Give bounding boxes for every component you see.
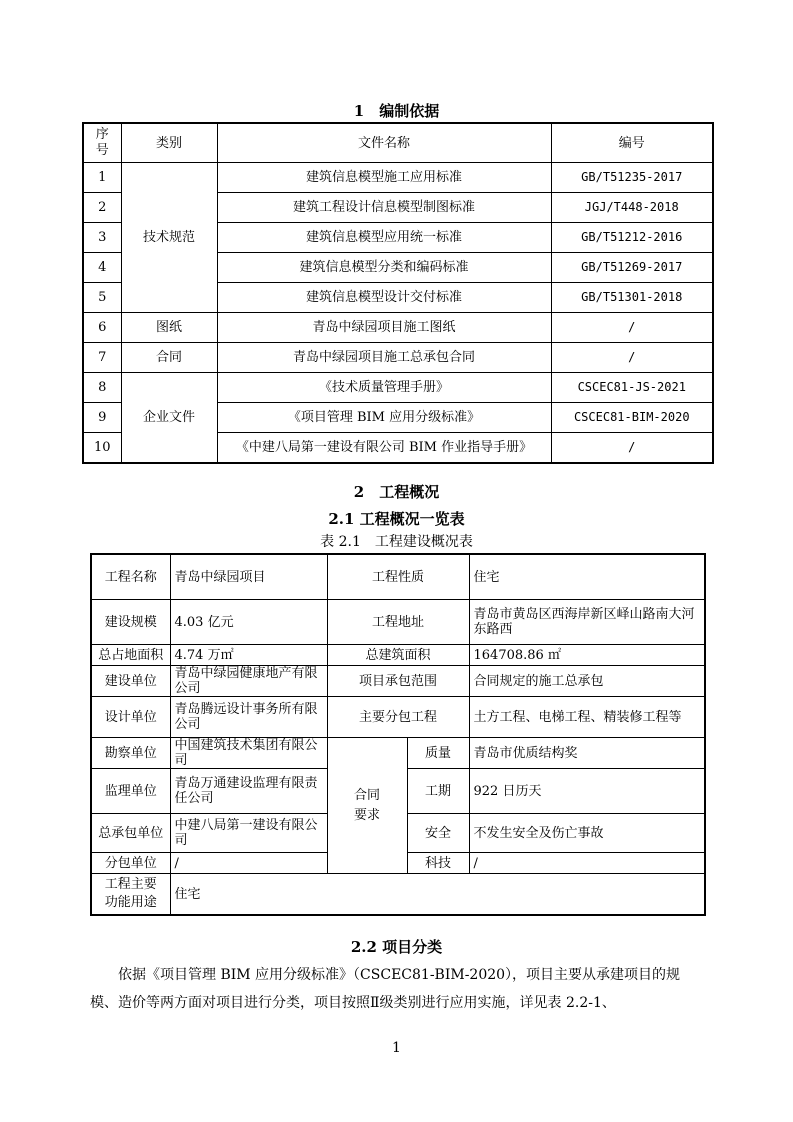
row-name: 青岛中绿园项目施工总承包合同	[217, 343, 551, 373]
row-code: GB/T51212-2016	[551, 223, 713, 253]
cell-label: 设计单位	[91, 697, 170, 738]
row-no: 9	[83, 403, 121, 433]
cell-label: 项目承包范围	[327, 666, 469, 697]
section-1-title: 1 编制依据	[353, 102, 440, 120]
row-name: 建筑信息模型分类和编码标准	[217, 253, 551, 283]
cell-value: 164708.86 ㎡	[469, 645, 705, 666]
contract-requirements-cell: 合同要求	[327, 738, 407, 874]
cell-value: 住宅	[469, 554, 705, 600]
cell-label: 建设单位	[91, 666, 170, 697]
table-row	[91, 554, 705, 600]
header-no: 序号	[83, 123, 121, 163]
row-no: 4	[83, 253, 121, 283]
page-number: 1	[392, 1040, 401, 1056]
table-row	[91, 697, 705, 738]
row-code: GB/T51269-2017	[551, 253, 713, 283]
row-code: /	[551, 343, 713, 373]
cell-value: /	[469, 853, 705, 874]
cell-value: 中建八局第一建设有限公司	[170, 814, 327, 853]
table-row	[83, 163, 713, 193]
basis-table	[82, 122, 714, 464]
row-code: CSCEC81-JS-2021	[551, 373, 713, 403]
cell-label: 监理单位	[91, 769, 170, 814]
function-label-cell: 工程主要功能用途	[91, 874, 170, 916]
table-caption: 表 2.1 工程建设概况表	[320, 534, 473, 550]
cell-label: 总占地面积	[91, 645, 170, 666]
header-category: 类别	[121, 123, 217, 163]
cell-label: 勘察单位	[91, 738, 170, 769]
row-code: JGJ/T448-2018	[551, 193, 713, 223]
row-name: 建筑信息模型应用统一标准	[217, 223, 551, 253]
cell-label: 建设规模	[91, 600, 170, 645]
row-code: CSCEC81-BIM-2020	[551, 403, 713, 433]
cell-value: 合同规定的施工总承包	[469, 666, 705, 697]
cell-value: 4.74 万㎡	[170, 645, 327, 666]
cell-label: 工程性质	[327, 554, 469, 600]
cell-value: 中国建筑技术集团有限公司	[170, 738, 327, 769]
table-row	[83, 313, 713, 343]
row-name: 《中建八局第一建设有限公司 BIM 作业指导手册》	[217, 433, 551, 464]
cell-value: 922 日历天	[469, 769, 705, 814]
row-code: /	[551, 313, 713, 343]
header-code: 编号	[551, 123, 713, 163]
row-category: 合同	[121, 343, 217, 373]
section-2-2-title: 2.2 项目分类	[350, 938, 443, 956]
row-no: 3	[83, 223, 121, 253]
cell-label: 科技	[407, 853, 469, 874]
cell-value: 不发生安全及伤亡事故	[469, 814, 705, 853]
row-code: GB/T51301-2018	[551, 283, 713, 313]
row-no: 8	[83, 373, 121, 403]
row-no: 5	[83, 283, 121, 313]
row-name: 建筑信息模型设计交付标准	[217, 283, 551, 313]
cell-value: /	[170, 853, 327, 874]
row-no: 1	[83, 163, 121, 193]
row-code: /	[551, 433, 713, 464]
row-name: 建筑工程设计信息模型制图标准	[217, 193, 551, 223]
row-code: GB/T51235-2017	[551, 163, 713, 193]
table-row	[91, 874, 705, 916]
table-row	[83, 343, 713, 373]
table-header-row	[83, 123, 713, 163]
row-no: 2	[83, 193, 121, 223]
table-row	[91, 645, 705, 666]
cell-value: 住宅	[170, 874, 705, 916]
row-name: 《项目管理 BIM 应用分级标准》	[217, 403, 551, 433]
row-no: 7	[83, 343, 121, 373]
cell-label: 质量	[407, 738, 469, 769]
section-2-1-title: 2.1 工程概况一览表	[328, 510, 465, 528]
cell-value: 青岛市优质结构奖	[469, 738, 705, 769]
table-row	[91, 738, 705, 769]
row-name: 建筑信息模型施工应用标准	[217, 163, 551, 193]
table-row	[83, 373, 713, 403]
overview-table	[90, 553, 706, 916]
body-paragraph: 依据《项目管理 BIM 应用分级标准》（CSCEC81-BIM-2020），项目主要从承建项目的规模、造价等两方面对项目进行分类，项目按照Ⅱ级类别进行应用实施，详见表 2.2-1、	[90, 967, 681, 1011]
table-row	[91, 666, 705, 697]
cell-value: 青岛中绿园健康地产有限公司	[170, 666, 327, 697]
cell-value: 4.03 亿元	[170, 600, 327, 645]
row-category: 技术规范	[121, 163, 217, 313]
cell-value: 青岛市黄岛区西海岸新区峄山路南大河东路西	[469, 600, 705, 645]
row-no: 6	[83, 313, 121, 343]
cell-label: 工程地址	[327, 600, 469, 645]
cell-value: 土方工程、电梯工程、精装修工程等	[469, 697, 705, 738]
cell-label: 工期	[407, 769, 469, 814]
row-name: 青岛中绿园项目施工图纸	[217, 313, 551, 343]
section-2-title: 2 工程概况	[353, 483, 440, 501]
row-name: 《技术质量管理手册》	[217, 373, 551, 403]
cell-label: 工程名称	[91, 554, 170, 600]
cell-value: 青岛万通建设监理有限责任公司	[170, 769, 327, 814]
cell-label: 分包单位	[91, 853, 170, 874]
table-row	[91, 600, 705, 645]
cell-label: 主要分包工程	[327, 697, 469, 738]
header-name: 文件名称	[217, 123, 551, 163]
row-category: 企业文件	[121, 373, 217, 464]
cell-value: 青岛中绿园项目	[170, 554, 327, 600]
cell-label: 总建筑面积	[327, 645, 469, 666]
cell-label: 总承包单位	[91, 814, 170, 853]
cell-value: 青岛腾远设计事务所有限公司	[170, 697, 327, 738]
row-no: 10	[83, 433, 121, 464]
row-category: 图纸	[121, 313, 217, 343]
cell-label: 安全	[407, 814, 469, 853]
